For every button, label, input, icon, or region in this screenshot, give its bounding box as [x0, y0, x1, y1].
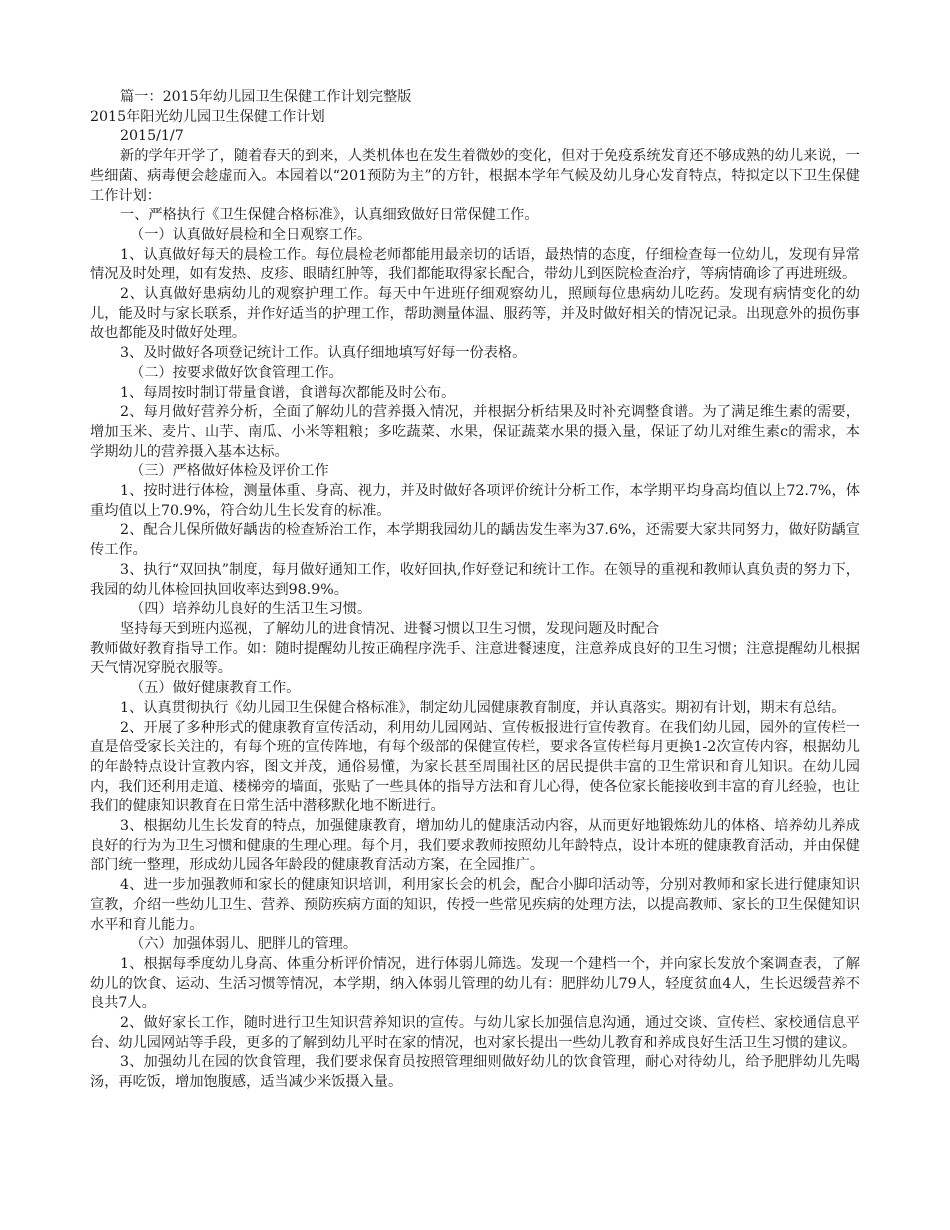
paragraph: 3、执行“双回执”制度，每月做好通知工作，收好回执,作好登记和统计工作。在领导的重视和教师认真负责的努力下，我园的幼儿体检回执回收率达到98.9%。: [90, 561, 860, 598]
paragraph: 2、认真做好患病幼儿的观察护理工作。每天中午进班仔细观察幼儿，照顾每位患病幼儿吃药。发现有病情变化的幼儿，能及时与家长联系，并作好适当的护理工作，帮助测量体温、服药等，并及时做好相关的情况记录。出现意外的损伤事故也都能及时做好处理。: [90, 286, 860, 342]
subsection-heading: （五）做好健康教育工作。: [130, 680, 301, 697]
document-heading: 篇一：2015年幼儿园卫生保健工作计划完整版: [120, 89, 412, 105]
plan-date: 2015/1/7: [120, 128, 184, 145]
paragraph: 3、加强幼儿在园的饮食管理，我们要求保育员按照管理细则做好幼儿的饮食管理，耐心对待幼儿，给予肥胖幼儿先喝汤，再吃饭，增加饱腹感，适当减少米饭摄入量。: [90, 1054, 860, 1091]
paragraph: 1、每周按时制订带量食谱，食谱每次都能及时公布。: [120, 384, 456, 401]
paragraph: 坚持每天到班内巡视，了解幼儿的进食情况、进餐习惯以卫生习惯，发现问题及时配合: [120, 620, 660, 637]
paragraph: 2、做好家长工作，随时进行卫生知识营养知识的宣传。与幼儿家长加强信息沟通，通过交谈、宣传栏、家校通信息平台、幼儿园网站等手段，更多的了解到幼儿平时在家的情况，也对家长提出一些幼儿教育和养成良好生活卫生习惯的建议。: [90, 1015, 860, 1051]
subsection-heading: （四）培养幼儿良好的生活卫生习惯。: [130, 601, 372, 618]
subsection-heading: （六）加强体弱儿、肥胖儿的管理。: [130, 936, 358, 953]
paragraph: 教师做好教育指导工作。如：随时提醒幼儿按正确程序洗手、注意进餐速度，注意养成良好的卫生习惯；注意提醒幼儿根据天气情况穿脱衣服等。: [90, 640, 860, 677]
paragraph: 2、开展了多种形式的健康教育宣传活动，利用幼儿园网站、宣传板报进行宣传教育。在我们幼儿园，园外的宣传栏一直是倍受家长关注的，有每个班的宣传阵地，有每个级部的保健宣传栏，要求各宣传栏每月更换1-2次宣传内容，根据幼儿的年龄特点设计宣教内容，图文并茂，通俗易懂，为家长甚至周围社区的居民提供丰富的卫生常识和育儿知识。在幼儿园内，我们还利用走道、楼梯旁的墙面，张贴了一些具体的指导方法和育儿心得，使各位家长能接收到丰富的育儿经验，也让我们的健康知识教育在日常生活中潜移默化地不断进行。: [90, 719, 860, 815]
paragraph: 1、认真贯彻执行《幼儿园卫生保健合格标准》，制定幼儿园健康教育制度，并认真落实。期初有计划，期末有总结。: [120, 699, 846, 716]
paragraph: 3、根据幼儿生长发育的特点，加强健康教育，增加幼儿的健康活动内容，从而更好地锻炼幼儿的体格、培养幼儿养成良好的行为为卫生习惯和健康的生理心理。每个月，我们要求教师按照幼儿年龄特点，设计本班的健康教育活动，并由保健部门统一整理，形成幼儿园各年龄段的健康教育活动方案，在全园推广。: [90, 818, 860, 874]
section-heading: 一、严格执行《卫生保健合格标准》，认真细致做好日常保健工作。: [120, 207, 539, 224]
paragraph: 1、按时进行体检，测量体重、身高、视力，并及时做好各项评价统计分析工作，本学期平均身高均值以上72.7%，体重均值以上70.9%，符合幼儿生长发育的标准。: [90, 483, 860, 519]
paragraph: 4、进一步加强教师和家长的健康知识培训，利用家长会的机会，配合小脚印活动等，分别对教师和家长进行健康知识宣教，介绍一些幼儿卫生、营养、预防疾病方面的知识，传授一些常见疾病的处理方法，以提高教师、家长的卫生保健知识水平和育儿能力。: [90, 877, 860, 933]
paragraph: 3、及时做好各项登记统计工作。认真仔细地填写好每一份表格。: [120, 345, 527, 362]
subsection-heading: （二）按要求做好饮食管理工作。: [130, 364, 343, 381]
subsection-heading: （一）认真做好晨检和全日观察工作。: [130, 226, 372, 243]
plan-title: 2015年阳光幼儿园卫生保健工作计划: [90, 108, 325, 125]
subsection-heading: （三）严格做好体检及评价工作: [130, 463, 329, 480]
paragraph: 1、根据每季度幼儿身高、体重分析评价情况，进行体弱儿筛选。发现一个建档一个，并向家长发放个案调查表，了解幼儿的饮食、运动、生活习惯等情况，本学期，纳入体弱儿管理的幼儿有：肥胖幼儿79人，轻度贫血4人，生长迟缓营养不良共7人。: [90, 955, 860, 1012]
paragraph: 2、配合儿保所做好龋齿的检查矫治工作，本学期我园幼儿的龋齿发生率为37.6%，还需要大家共同努力，做好防龋宣传工作。: [90, 522, 860, 559]
intro-paragraph: 新的学年开学了，随着春天的到来，人类机体也在发生着微妙的变化，但对于免疫系统发育还不够成熟的幼儿来说，一些细菌、病毒便会趁虚而入。本园着以“201预防为主”的方针，根据本学年气候及幼儿身心发育特点，特拟定以下卫生保健工作计划：: [90, 148, 860, 204]
paragraph: 1、认真做好每天的晨检工作。每位晨检老师都能用最亲切的话语，最热情的态度，仔细检查每一位幼儿，发现有异常情况及时处理，如有发热、皮疹、眼睛红肿等，我们都能取得家长配合，带幼儿到医院检查治疗，等病情确诊了再进班级。: [90, 246, 860, 283]
paragraph: 2、每月做好营养分析，全面了解幼儿的营养摄入情况，并根据分析结果及时补充调整食谱。为了满足维生素的需要，增加玉米、麦片、山芋、南瓜、小米等粗粮；多吃蔬菜、水果，保证蔬菜水果的摄入量，保证了幼儿对维生素c的需求，本学期幼儿的营养摄入基本达标。: [90, 404, 860, 460]
